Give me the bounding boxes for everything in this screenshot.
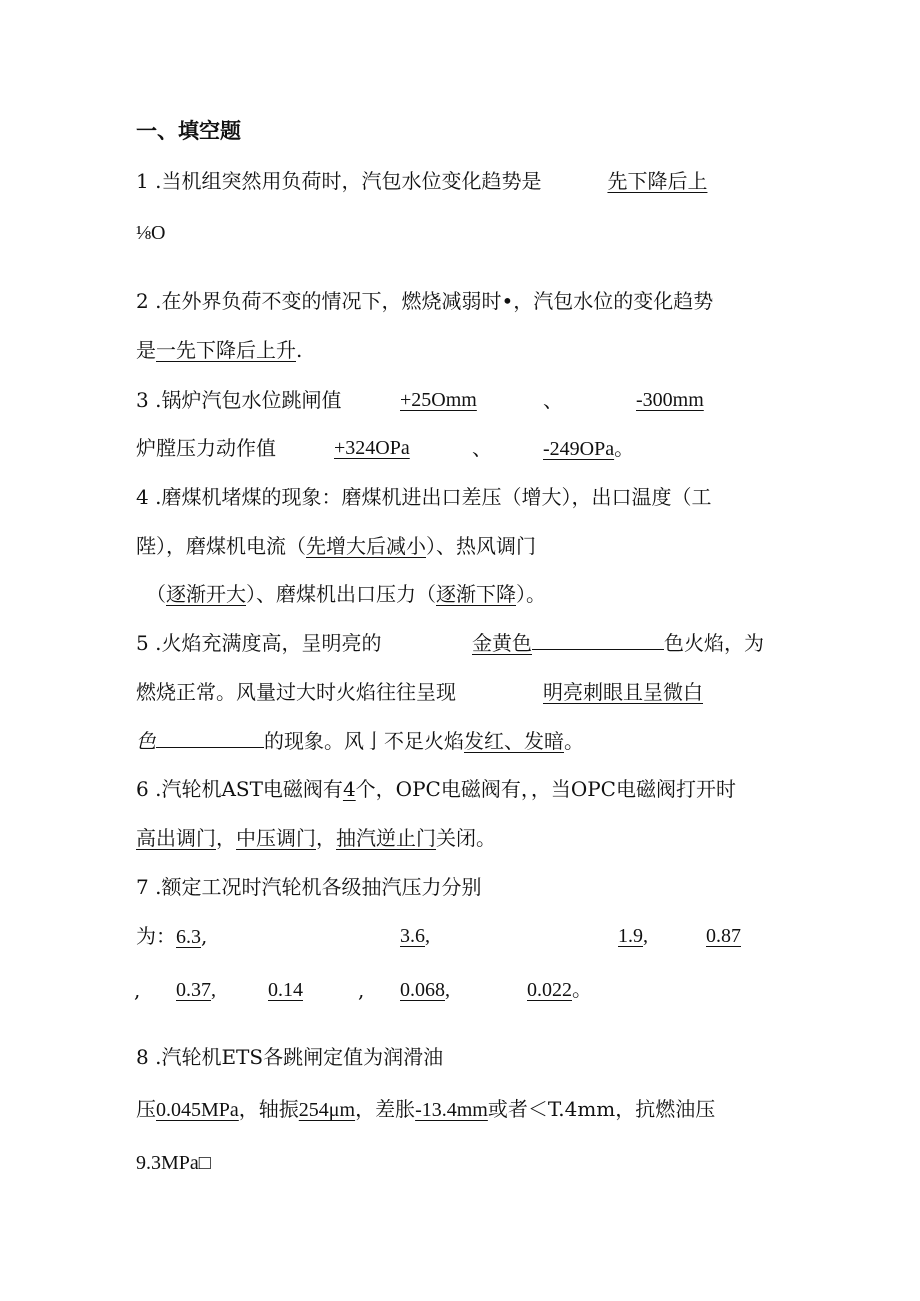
question-7-line-1: 7 .额定工况时汽轮机各级抽汽压力分别: [136, 875, 482, 899]
answer: 0.022: [527, 979, 572, 1001]
answer-group: [618, 922, 648, 950]
question-text: ）。: [516, 582, 546, 606]
answer: 0.068: [400, 979, 445, 1001]
punctuation: 。: [614, 436, 635, 460]
question-2-line-2: [136, 336, 302, 364]
question-text: ，差胀: [355, 1097, 416, 1121]
answer: 抽汽逆止门: [336, 826, 436, 850]
punctuation: ,: [201, 924, 208, 948]
question-text: 色火焰，为: [664, 631, 764, 655]
answer-group: [176, 976, 216, 1004]
punctuation: ,: [358, 978, 365, 1002]
question-text: 关闭。: [436, 826, 496, 850]
answer: +324OPa: [334, 437, 410, 459]
answer: 中压调门: [236, 826, 316, 850]
punctuation: 。: [572, 979, 592, 1001]
punctuation: ,: [211, 979, 216, 1001]
question-5-line-1-answer: [472, 629, 764, 657]
question-text: 3 .锅炉汽包水位跳闸值: [136, 388, 342, 412]
question-5-line-2: 燃烧正常。风量过大时火焰往往呈现: [136, 680, 456, 704]
question-8-line-2: [136, 1095, 715, 1123]
answer: 色: [136, 729, 156, 753]
answer: 6.3: [176, 926, 201, 948]
answer: 逐渐下降: [436, 582, 516, 606]
question-1-line-1: [136, 167, 707, 195]
punctuation: ,: [445, 979, 450, 1001]
section-heading: 一、填空题: [136, 119, 241, 143]
question-8-line-1: 8 .汽轮机ETS各跳闸定值为润滑油: [136, 1045, 444, 1069]
question-text: ）、磨煤机出口压力（: [246, 582, 436, 606]
answer: 先增大后减小: [306, 534, 426, 558]
answer: 1.9: [618, 925, 643, 947]
question-5-line-3: [136, 727, 584, 755]
question-text: 个，OPC电磁阀有，，当OPC电磁阀打开时: [355, 777, 736, 801]
question-4-line-3: [146, 580, 546, 608]
answer-group: [400, 976, 450, 1004]
question-text: 或者＜T.4mm，抗燃油压: [487, 1097, 716, 1121]
question-6-line-2: [136, 824, 496, 852]
answer: 0.87: [706, 925, 741, 947]
answer: 明亮刺眼且呈微白: [543, 680, 703, 704]
question-5-line-1: 5 .火焰充满度高，呈明亮的: [136, 631, 382, 655]
answer: 0.045MPa: [156, 1099, 239, 1121]
question-4-line-1: 4 .磨煤机堵煤的现象：磨煤机进出口差压（增大），出口温度（工: [136, 485, 712, 509]
answer: 逐渐开大: [166, 582, 246, 606]
answer: 先下降后上: [607, 169, 708, 193]
question-text: 是: [136, 338, 156, 362]
answer: -13.4mm: [415, 1099, 488, 1121]
answer: 4: [342, 777, 356, 801]
fill-blank: [156, 729, 264, 748]
question-text: （: [146, 582, 166, 606]
answer: 254μm: [298, 1099, 356, 1121]
question-text: 6 .汽轮机AST电磁阀有: [136, 777, 343, 801]
question-text: 1 .当机组突然用负荷时，汽包水位变化趋势是: [136, 169, 542, 193]
answer-group: [400, 922, 430, 950]
separator: 、: [543, 388, 563, 412]
answer: 发红、发暗: [464, 729, 564, 753]
answer: 0.14: [268, 979, 303, 1001]
answer: 3.6: [400, 925, 425, 947]
punctuation: ,: [643, 925, 648, 947]
punctuation: .: [296, 338, 303, 362]
answer: 一先下降后上升: [156, 338, 296, 362]
question-text: 为：: [136, 924, 176, 948]
punctuation: ，: [216, 826, 236, 850]
question-8-line-3: 9.3MPa□: [136, 1152, 211, 1174]
answer: 0.37: [176, 979, 211, 1001]
question-3-line-2: 炉膛压力动作值: [136, 436, 276, 460]
answer: 金黄色: [472, 631, 532, 655]
question-text: ，轴振: [238, 1097, 299, 1121]
question-text: 的现象。风亅不足火焰: [264, 729, 464, 753]
separator: 、: [472, 436, 492, 460]
punctuation: ,: [134, 978, 141, 1002]
question-text: 陛），磨煤机电流（: [136, 534, 306, 558]
question-3-line-1: [136, 386, 341, 414]
answer: 高出调门: [136, 826, 216, 850]
punctuation: ，: [316, 826, 336, 850]
question-1-line-2: ⅛O: [136, 222, 166, 244]
question-6-line-1: [136, 775, 736, 803]
question-text: 。: [564, 729, 584, 753]
question-text: 压: [136, 1097, 156, 1121]
answer-group: [527, 976, 592, 1004]
answer: -249OPa: [543, 438, 615, 460]
answer-group: [543, 434, 634, 462]
question-4-line-2: [136, 532, 536, 560]
question-2-line-1: 2 .在外界负荷不变的情况下，燃烧减弱时•，汽包水位的变化趋势: [136, 289, 714, 313]
answer: -300mm: [636, 389, 704, 411]
answer: +25Omm: [400, 389, 477, 411]
punctuation: ,: [425, 925, 430, 947]
fill-blank: [532, 631, 664, 650]
question-7-line-2: [136, 922, 207, 950]
question-text: ）、热风调门: [426, 534, 536, 558]
